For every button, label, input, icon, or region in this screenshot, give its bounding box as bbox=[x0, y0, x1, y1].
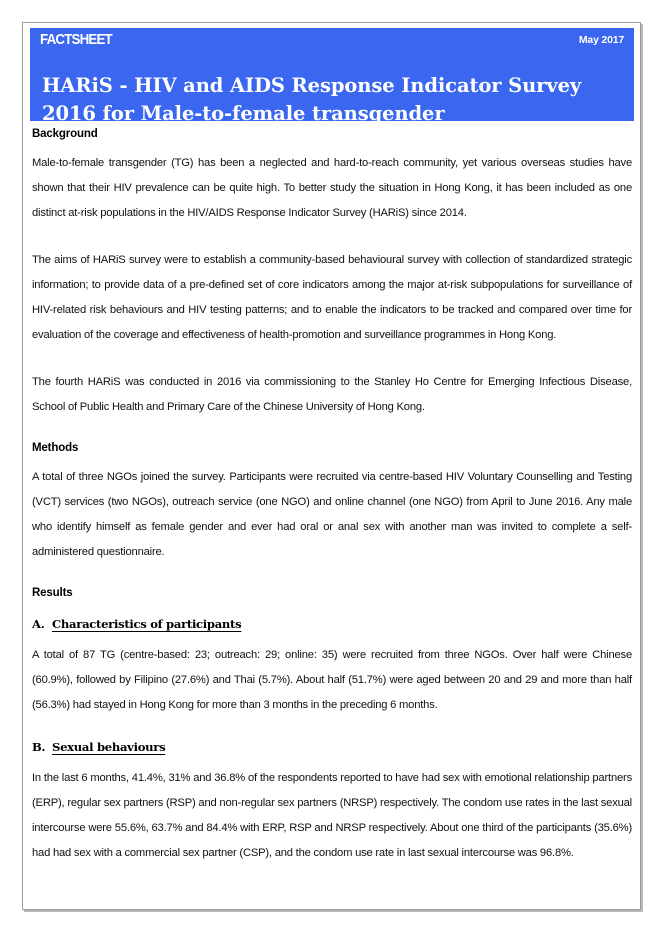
document-title: HARiS - HIV and AIDS Response Indicator Survey 2016 for Male-to-female transgender bbox=[42, 74, 582, 126]
masthead-top-row bbox=[30, 28, 634, 54]
section-heading-background: Background bbox=[32, 128, 98, 140]
issue-date: May 2017 bbox=[578, 34, 624, 46]
subsection-title-a: Characteristics of participants bbox=[52, 617, 242, 631]
background-paragraph-1: Male-to-female transgender (TG) has been a neglected and hard-to-reach community, yet various overseas studies have shown that their HIV prevalence can be quite high. To better study the situation in Hong Kong, it has been included as one distinct at-risk populations in the HIV/AIDS Response Indicator Survey (HARiS) since 2014. bbox=[32, 157, 632, 219]
factsheet-kicker: FACTSHEET bbox=[40, 32, 112, 48]
document-body bbox=[32, 128, 632, 866]
section-heading-methods: Methods bbox=[32, 442, 79, 454]
subsection-heading-b bbox=[32, 740, 632, 754]
subsection-title-b: Sexual behaviours bbox=[52, 740, 166, 754]
subsection-marker-b: B. bbox=[32, 740, 46, 754]
document-page bbox=[22, 22, 641, 910]
subsection-marker-a: A. bbox=[32, 617, 45, 631]
methods-paragraph-1: A total of three NGOs joined the survey. Participants were recruited via centre-based HIV Voluntary Counselling and Testing (VCT) services (two NGOs), outreach service (one NGO) and online channel (one NGO) from April to June 2016. Any male who identify himself as female gender and ever had oral or anal sex with another man was invited to complete a self-administered questionnaire. bbox=[32, 471, 632, 558]
subsection-a-paragraph: A total of 87 TG (centre-based: 23; outreach: 29; online: 35) were recruited from three NGOs. Over half were Chinese (60.9%), followed by Filipino (27.6%) and Thai (5.7%). About half (51.7%) were aged between 20 and 29 and more than half (56.3%) had stayed in Hong Kong for more than 3 months in the preceding 6 months. bbox=[32, 649, 632, 711]
masthead-banner bbox=[30, 28, 634, 126]
section-heading-results: Results bbox=[32, 587, 73, 599]
background-paragraph-3: The fourth HARiS was conducted in 2016 via commissioning to the Stanley Ho Centre for Emerging Infectious Disease, School of Public Health and Primary Care of the Chinese University of Hong Kong. bbox=[32, 376, 632, 413]
background-paragraph-2: The aims of HARiS survey were to establish a community-based behavioural survey with collection of standardized strategic information; to provide data of a pre-defined set of core indicators among the major at-risk subpopulations for surveillance of HIV-related risk behaviours and HIV testing patterns; and to enable the indicators to be tracked and compared over time for evaluation of the coverage and effectiveness of health-promotion and surveillance programmes in Hong Kong. bbox=[32, 254, 632, 341]
subsection-b-paragraph: In the last 6 months, 41.4%, 31% and 36.8% of the respondents reported to have had sex with emotional relationship partners (ERP), regular sex partners (RSP) and non-regular sex partners (NRSP) respectively. The condom use rates in the last sexual intercourse were 55.6%, 63.7% and 84.4% with ERP, RSP and NRSP respectively. About one third of the participants (35.6%) had had sex with a commercial sex partner (CSP), and the condom use rate in last sexual intercourse was 96.8%. bbox=[32, 772, 632, 859]
subsection-heading-a bbox=[32, 617, 632, 631]
